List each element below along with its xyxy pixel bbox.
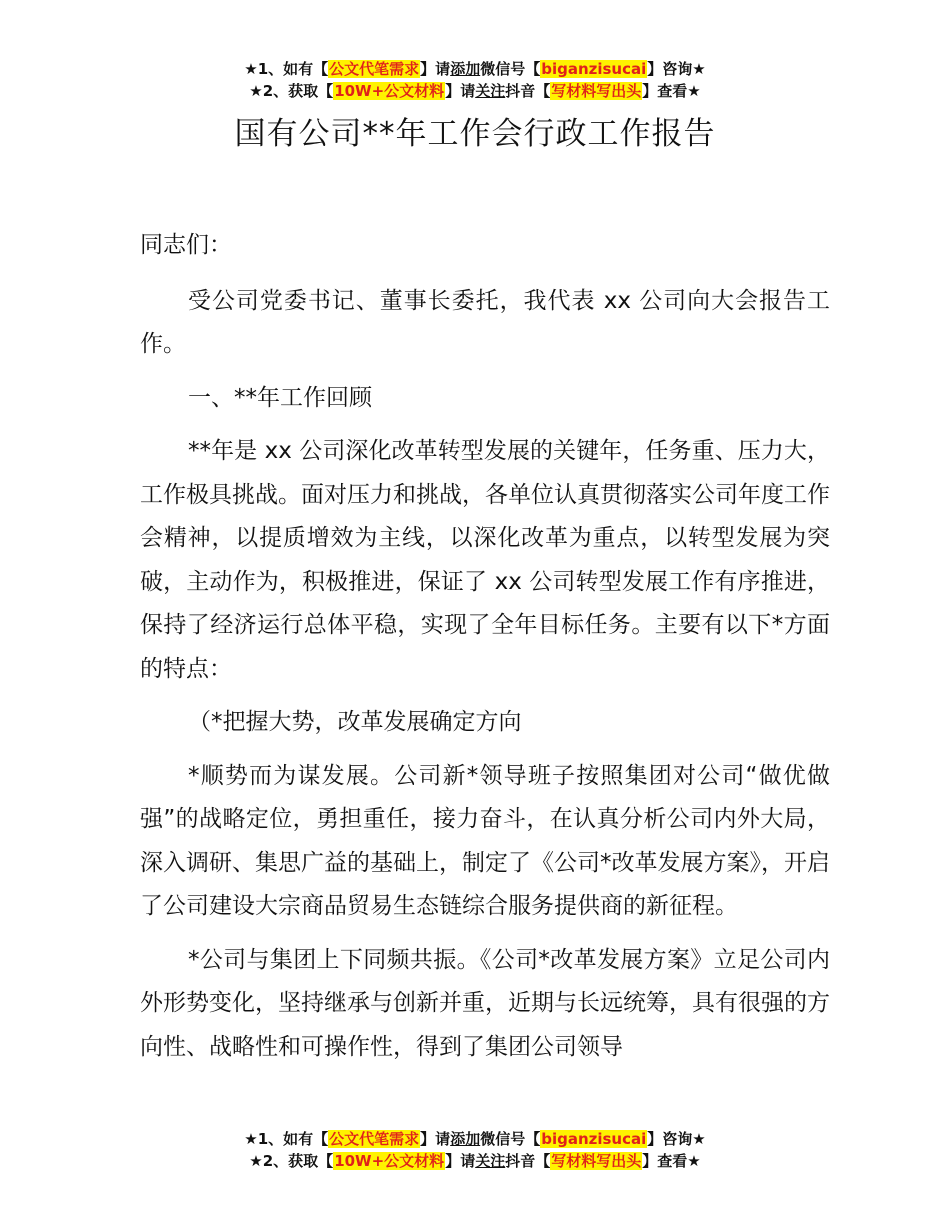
banner-highlight: 公文代笔需求: [329, 1130, 420, 1148]
banner-text: 】咨询★: [647, 1130, 706, 1148]
document-title: 国有公司**年工作会行政工作报告: [234, 116, 716, 152]
banner-underlined: 关注: [475, 1152, 506, 1170]
banner-highlight: 写材料写出头: [551, 82, 642, 100]
banner-underlined: 添加: [450, 1130, 481, 1148]
banner-text: 抖音【: [505, 1152, 551, 1170]
banner-text: ★2、获取【: [249, 82, 334, 100]
banner-text: 】请: [420, 1130, 451, 1148]
banner-highlight: biganzisucai: [541, 1130, 647, 1148]
banner-text: 抖音【: [505, 82, 551, 100]
banner-highlight: 10W+公文材料: [334, 1152, 445, 1170]
banner-highlight: 公文代笔需求: [329, 60, 420, 78]
banner-line-1: [0, 58, 950, 80]
banner-text: 微信号【: [480, 60, 541, 78]
banner-highlight: 写材料写出头: [551, 1152, 642, 1170]
banner-text: 】请: [420, 60, 451, 78]
banner-text: 】咨询★: [647, 60, 706, 78]
banner-underlined: 关注: [475, 82, 506, 100]
banner-text: 】请: [445, 82, 476, 100]
banner-text: 】请: [445, 1152, 476, 1170]
banner-text: ★1、如有【: [244, 1130, 329, 1148]
banner-line-2: [0, 1150, 950, 1172]
paragraph: **年是 xx 公司深化改革转型发展的关键年，任务重、压力大，工作极具挑战。面对压力和挑战，各单位认真贯彻落实公司年度工作会精神，以提质增效为主线，以深化改革为重点，以转型发展为突破，主动作为，积极推进，保证了 xx 公司转型发展工作有序推进，保持了经济运行总体平稳，实现了全年目标任务。主要有以下*方面的特点：: [140, 438, 830, 682]
banner-highlight: biganzisucai: [541, 60, 647, 78]
footer-banner: [0, 1128, 950, 1172]
banner-text: 】查看★: [642, 1152, 701, 1170]
banner-line-1: [0, 1128, 950, 1150]
banner-line-2: [0, 80, 950, 102]
banner-highlight: 10W+公文材料: [334, 82, 445, 100]
banner-text: 微信号【: [480, 1130, 541, 1148]
banner-underlined: 添加: [450, 60, 481, 78]
salutation: 同志们：: [140, 232, 232, 258]
subsection-heading: （*把握大势，改革发展确定方向: [188, 709, 522, 735]
banner-text: ★1、如有【: [244, 60, 329, 78]
paragraph: *公司与集团上下同频共振。《公司*改革发展方案》立足公司内外形势变化，坚持继承与创新并重，近期与长远统筹，具有很强的方向性、战略性和可操作性，得到了集团公司领导: [140, 946, 830, 1060]
section-heading: 一、**年工作回顾: [188, 384, 372, 411]
paragraph: *顺势而为谋发展。公司新*领导班子按照集团对公司“做优做强”的战略定位，勇担重任，接力奋斗，在认真分析公司内外大局，深入调研、集思广益的基础上，制定了《公司*改革发展方案》，开启了公司建设大宗商品贸易生态链综合服务提供商的新征程。: [140, 762, 830, 919]
header-banner: [0, 58, 950, 102]
document-body: [140, 224, 830, 1079]
paragraph: 受公司党委书记、董事长委托，我代表 xx 公司向大会报告工作。: [140, 287, 830, 357]
banner-text: ★2、获取【: [249, 1152, 334, 1170]
banner-text: 】查看★: [642, 82, 701, 100]
